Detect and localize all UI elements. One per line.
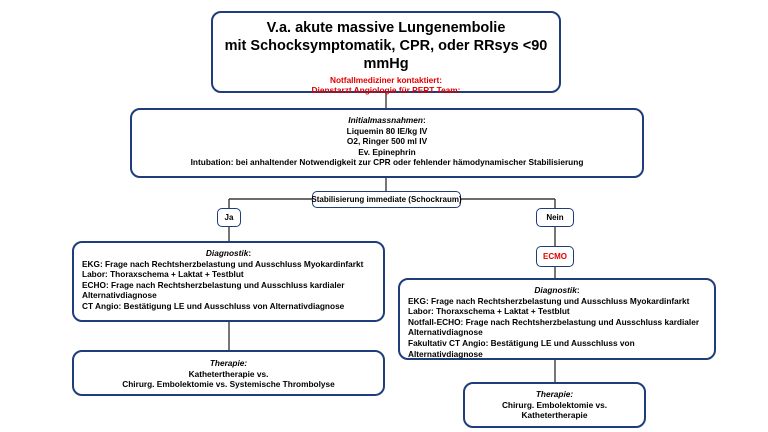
decision-box: Stabilisierung immediate (Schockraum) [312, 191, 461, 208]
no-box: Nein [536, 208, 574, 227]
top-red-line2: Dienstarzt Angiologie für PERT Team: [311, 85, 461, 95]
initial-line-epinephrin: Ev. Epinephrin [358, 146, 416, 157]
initial-measures-box [130, 108, 644, 178]
right-diag-line-echo: Notfall-ECHO: Frage nach Rechtsherzbelastung und Ausschluss kardialer [408, 316, 700, 327]
right-diag-line-ct: Fakultativ CT Angio: Bestätigung LE und Ausschluss von Alternativdiagnose [408, 337, 635, 359]
right-diag-line-ekg: EKG: Frage nach Rechtsherzbelastung und Ausschluss Myokardinfarkt [408, 295, 690, 306]
left-ther-line2: Chirurg. Embolektomie vs. Systemische Thrombolyse [122, 379, 335, 390]
right-ther-line2: Kathetertherapie [521, 410, 588, 421]
left-diag-line-ekg: EKG: Frage nach Rechtsherzbelastung und Ausschluss Myokardinfarkt [82, 258, 364, 269]
right-diag-heading: Diagnostik: [534, 285, 580, 295]
left-diag-line-echo: ECHO: Frage nach Rechtsherzbelastung und Ausschluss kardialer [82, 279, 345, 290]
top-title-line1: V.a. akute massive Lungenembolie [266, 20, 506, 36]
right-ther-heading: Therapie: [535, 389, 574, 399]
initial-line-heparin: Liquemin 80 IE/kg IV [346, 125, 428, 136]
top-title-line2: mit Schocksymptomatik, CPR, oder RRsys <90 mmHg [224, 38, 548, 72]
initial-heading: Initialmassnahmen: [348, 115, 426, 125]
left-ther-line1: Kathetertherapie vs. [188, 368, 269, 379]
left-diag-line-labor: Labor: Thoraxschema + Laktat + Testblut [82, 269, 244, 280]
left-therapie-box [72, 350, 385, 396]
right-diag-line-echo-cont: Alternativdiagnose [408, 327, 483, 338]
top-box [211, 11, 561, 93]
left-diag-line-ct: CT Angio: Bestätigung LE und Ausschluss von Alternativdiagnose [82, 300, 345, 311]
ecmo-box: ECMO [536, 246, 574, 267]
left-diag-heading: Diagnostik: [205, 248, 252, 258]
left-diagnostik-box [72, 241, 385, 322]
initial-line-intubation: Intubation: bei anhaltender Notwendigkeit zur CPR oder fehlender hämodynamischer Stabilisierung [190, 157, 584, 168]
right-ther-line1: Chirurg. Embolektomie vs. [501, 399, 608, 410]
yes-box: Ja [217, 208, 241, 227]
top-red-line1: Notfallmediziner kontaktiert: [329, 75, 443, 85]
right-therapie-box [463, 382, 646, 428]
right-diagnostik-box [398, 278, 716, 360]
right-diag-line-labor: Labor: Thoraxschema + Laktat + Testblut [408, 306, 570, 317]
left-diag-line-echo-cont: Alternativdiagnose [82, 290, 157, 301]
initial-line-o2-ringer: O2, Ringer 500 ml IV [346, 136, 428, 147]
left-ther-heading: Therapie: [209, 358, 248, 368]
